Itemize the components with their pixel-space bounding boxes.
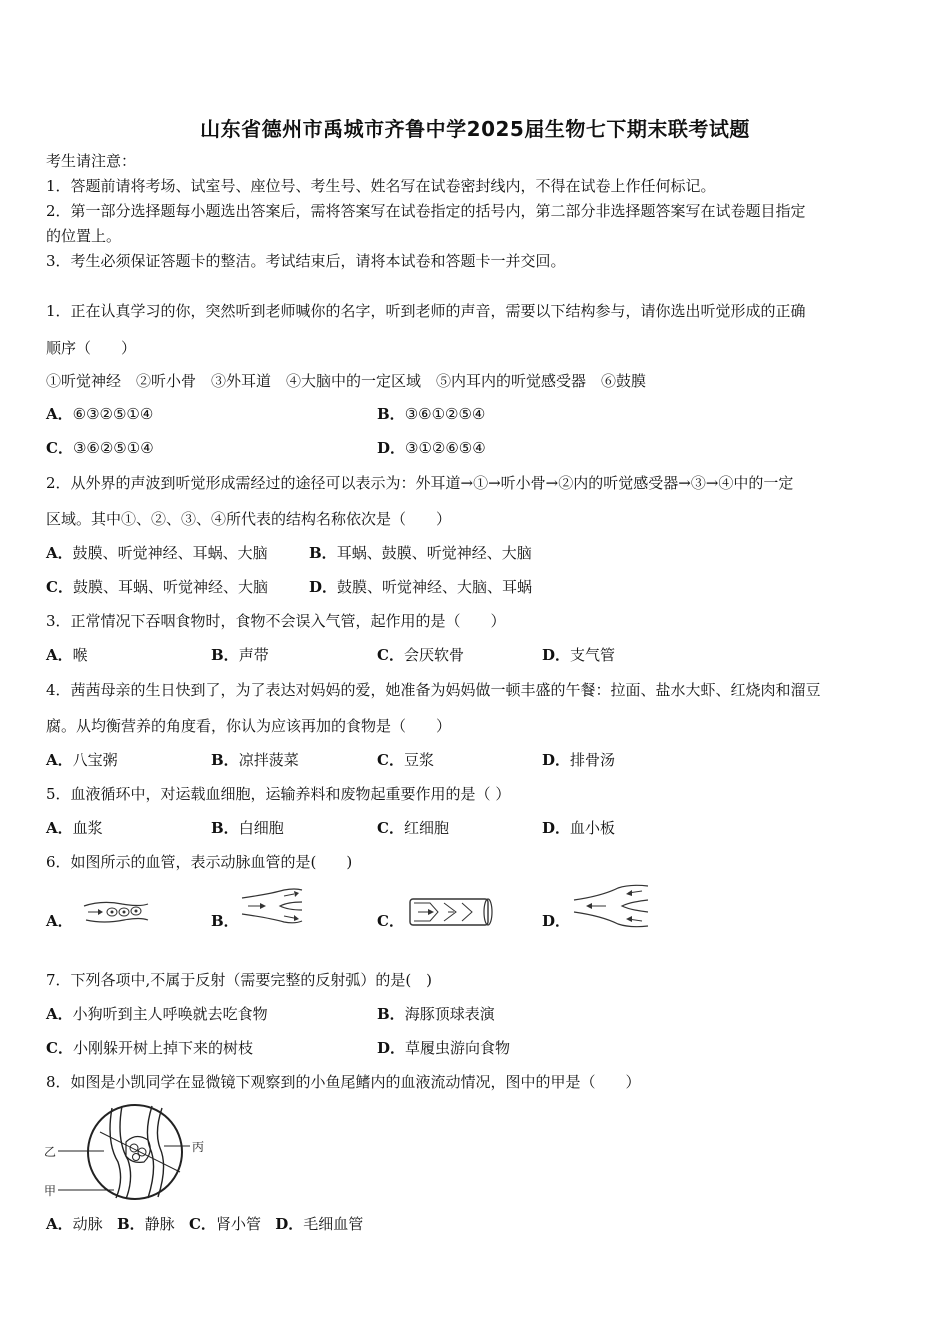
q3-option-a: [46, 645, 88, 665]
option-letter: D．: [377, 1039, 406, 1057]
option-letter: C．: [46, 1039, 73, 1057]
option-letter: B．: [211, 646, 239, 664]
q1-option-c: [46, 438, 154, 458]
option-text: 白细胞: [238, 819, 284, 837]
option-text: 肾小管: [215, 1215, 261, 1233]
q6-option-b-label: B．: [211, 912, 239, 930]
option-letter: C．: [188, 1215, 216, 1233]
q1-items: ①听觉神经 ②听小骨 ③外耳道 ④大脑中的一定区域 ⑤内耳内的听觉感受器 ⑥鼓膜: [46, 372, 647, 390]
fish-tail-microscope-figure: [40, 1102, 220, 1202]
option-text: 动脉: [72, 1215, 103, 1233]
q3-option-d: [542, 645, 615, 665]
q5-stem: 5．血液循环中，对运载血细胞，运输养料和废物起重要作用的是（ ）: [46, 785, 511, 803]
notice-item: 的位置上。: [46, 227, 122, 245]
q4-stem: 4．茜茜母亲的生日快到了，为了表达对妈妈的爱，她准备为妈妈做一顿丰盛的午餐：拉面、盐水大虾、红烧肉和溜豆: [46, 681, 821, 699]
q6-option-a-label: A．: [46, 912, 73, 930]
option-text: 鼓膜、听觉神经、耳蜗、大脑: [72, 544, 268, 562]
option-text: 海豚顶球表演: [404, 1005, 495, 1023]
q6-figure-b: [240, 888, 306, 928]
option-letter: C．: [377, 819, 404, 837]
option-letter: B．: [377, 405, 405, 423]
q7-option-a: [46, 1004, 268, 1024]
option-text: ⑥③②⑤①④: [72, 405, 154, 423]
label-yi: 乙: [44, 1145, 57, 1159]
q6-stem: 6．如图所示的血管，表示动脉血管的是( ): [46, 853, 353, 871]
option-letter: C．: [377, 646, 404, 664]
q6-option-d-label: D．: [542, 912, 571, 930]
option-letter: C．: [377, 751, 404, 769]
option-text: 鼓膜、耳蜗、听觉神经、大脑: [72, 578, 268, 596]
option-letter: D．: [542, 646, 571, 664]
option-letter: A．: [46, 405, 73, 423]
option-letter: D．: [542, 751, 571, 769]
notice-item: 2．第一部分选择题每小题选出答案后，需将答案写在试卷指定的括号内，第二部分非选择题答案写在试卷题目指定: [46, 202, 806, 220]
q7-stem: 7．下列各项中,不属于反射（需要完整的反射弧）的是( ): [46, 971, 433, 989]
option-letter: B．: [309, 544, 337, 562]
label-bing: 丙: [192, 1140, 205, 1154]
option-text: 静脉: [144, 1215, 175, 1233]
q2-option-b: [309, 543, 532, 563]
notice-item: 1．答题前请将考场、试室号、座位号、考生号、姓名写在试卷密封线内，不得在试卷上作任何标记。: [46, 177, 716, 195]
option-text: ③⑥①②⑤④: [404, 405, 486, 423]
option-letter: C．: [46, 439, 73, 457]
option-text: 声带: [238, 646, 269, 664]
option-text: ③⑥②⑤①④: [72, 439, 154, 457]
option-text: 红细胞: [403, 819, 449, 837]
option-text: 毛细血管: [303, 1215, 364, 1233]
q7-option-b: [377, 1004, 495, 1024]
q5-option-c: [377, 818, 449, 838]
option-text: 草履虫游向食物: [405, 1039, 511, 1057]
q8-stem: 8．如图是小凯同学在显微镜下观察到的小鱼尾鳍内的血液流动情况，图中的甲是（ ）: [46, 1073, 641, 1091]
q6-figure-a: [82, 898, 152, 930]
q4-option-a: [46, 750, 118, 770]
option-letter: D．: [542, 819, 571, 837]
option-letter: A．: [46, 751, 73, 769]
option-letter: A．: [46, 1005, 73, 1023]
option-text: 豆浆: [403, 751, 434, 769]
option-text: 排骨汤: [570, 751, 616, 769]
option-letter: D．: [309, 578, 338, 596]
q6-figure-c: [408, 897, 494, 931]
q7-option-d: [377, 1038, 510, 1058]
q1-stem: 1．正在认真学习的你，突然听到老师喊你的名字，听到老师的声音，需要以下结构参与，请你选出听觉形成的正确: [46, 302, 806, 320]
option-letter: D．: [377, 439, 406, 457]
option-letter: A．: [46, 646, 73, 664]
converging-vessel-figure: [572, 884, 652, 928]
option-text: 凉拌菠菜: [238, 751, 299, 769]
option-text: 鼓膜、听觉神经、大脑、耳蜗: [337, 578, 533, 596]
q3-stem: 3．正常情况下吞咽食物时，食物不会误入气管，起作用的是（ ）: [46, 612, 506, 630]
q8-options: [46, 1214, 363, 1234]
q4-option-c: [377, 750, 434, 770]
option-text: 喉: [72, 646, 88, 664]
notice-heading: 考生请注意：: [46, 152, 137, 170]
q5-option-a: [46, 818, 103, 838]
q1-option-b: [377, 404, 485, 424]
q5-option-b: [211, 818, 284, 838]
label-jia: 甲: [44, 1184, 57, 1198]
valve-vessel-figure: [408, 897, 494, 927]
q2-option-c: [46, 577, 268, 597]
option-letter: A．: [46, 1215, 73, 1233]
q4-stem-cont: 腐。从均衡营养的角度看，你认为应该再加的食物是（ ）: [46, 717, 452, 735]
option-letter: B．: [377, 1005, 405, 1023]
q5-option-d: [542, 818, 615, 838]
option-letter: B．: [211, 819, 239, 837]
option-text: 小狗听到主人呼唤就去吃食物: [72, 1005, 268, 1023]
option-text: 小刚躲开树上掉下来的树枝: [72, 1039, 253, 1057]
vessel-branching-figure: [240, 888, 306, 924]
option-letter: B．: [211, 751, 239, 769]
option-letter: D．: [275, 1215, 304, 1233]
q2-option-d: [309, 577, 532, 597]
option-letter: B．: [116, 1215, 145, 1233]
page-title: 山东省德州市禹城市齐鲁中学2025届生物七下期末联考试题: [200, 117, 750, 141]
q3-option-c: [377, 645, 464, 665]
q3-option-b: [211, 645, 269, 665]
q2-stem-cont: 区域。其中①、②、③、④所代表的结构名称依次是（ ）: [46, 510, 452, 528]
q7-option-c: [46, 1038, 253, 1058]
notice-item: 3．考生必须保证答题卡的整洁。考试结束后，请将本试卷和答题卡一并交回。: [46, 252, 566, 270]
option-text: 会厌软骨: [403, 646, 464, 664]
q1-option-a: [46, 404, 153, 424]
option-text: ③①②⑥⑤④: [405, 439, 486, 457]
option-text: 血小板: [570, 819, 616, 837]
q4-option-b: [211, 750, 299, 770]
option-letter: A．: [46, 819, 73, 837]
q6-figure-d: [572, 884, 652, 932]
option-text: 八宝粥: [72, 751, 118, 769]
q2-stem: 2．从外界的声波到听觉形成需经过的途径可以表示为：外耳道→①→听小骨→②内的听觉感受器→③→④中的一定: [46, 474, 794, 492]
q4-option-d: [542, 750, 615, 770]
capillary-figure: [82, 898, 152, 926]
q1-stem-cont: 顺序（ ）: [46, 339, 137, 357]
option-text: 支气管: [570, 646, 616, 664]
option-letter: A．: [46, 544, 73, 562]
option-text: 耳蜗、鼓膜、听觉神经、大脑: [336, 544, 532, 562]
q2-option-a: [46, 543, 268, 563]
option-text: 血浆: [72, 819, 103, 837]
q6-option-c-label: C．: [377, 912, 404, 930]
option-letter: C．: [46, 578, 73, 596]
q1-option-d: [377, 438, 486, 458]
q8-figure: [40, 1102, 220, 1206]
